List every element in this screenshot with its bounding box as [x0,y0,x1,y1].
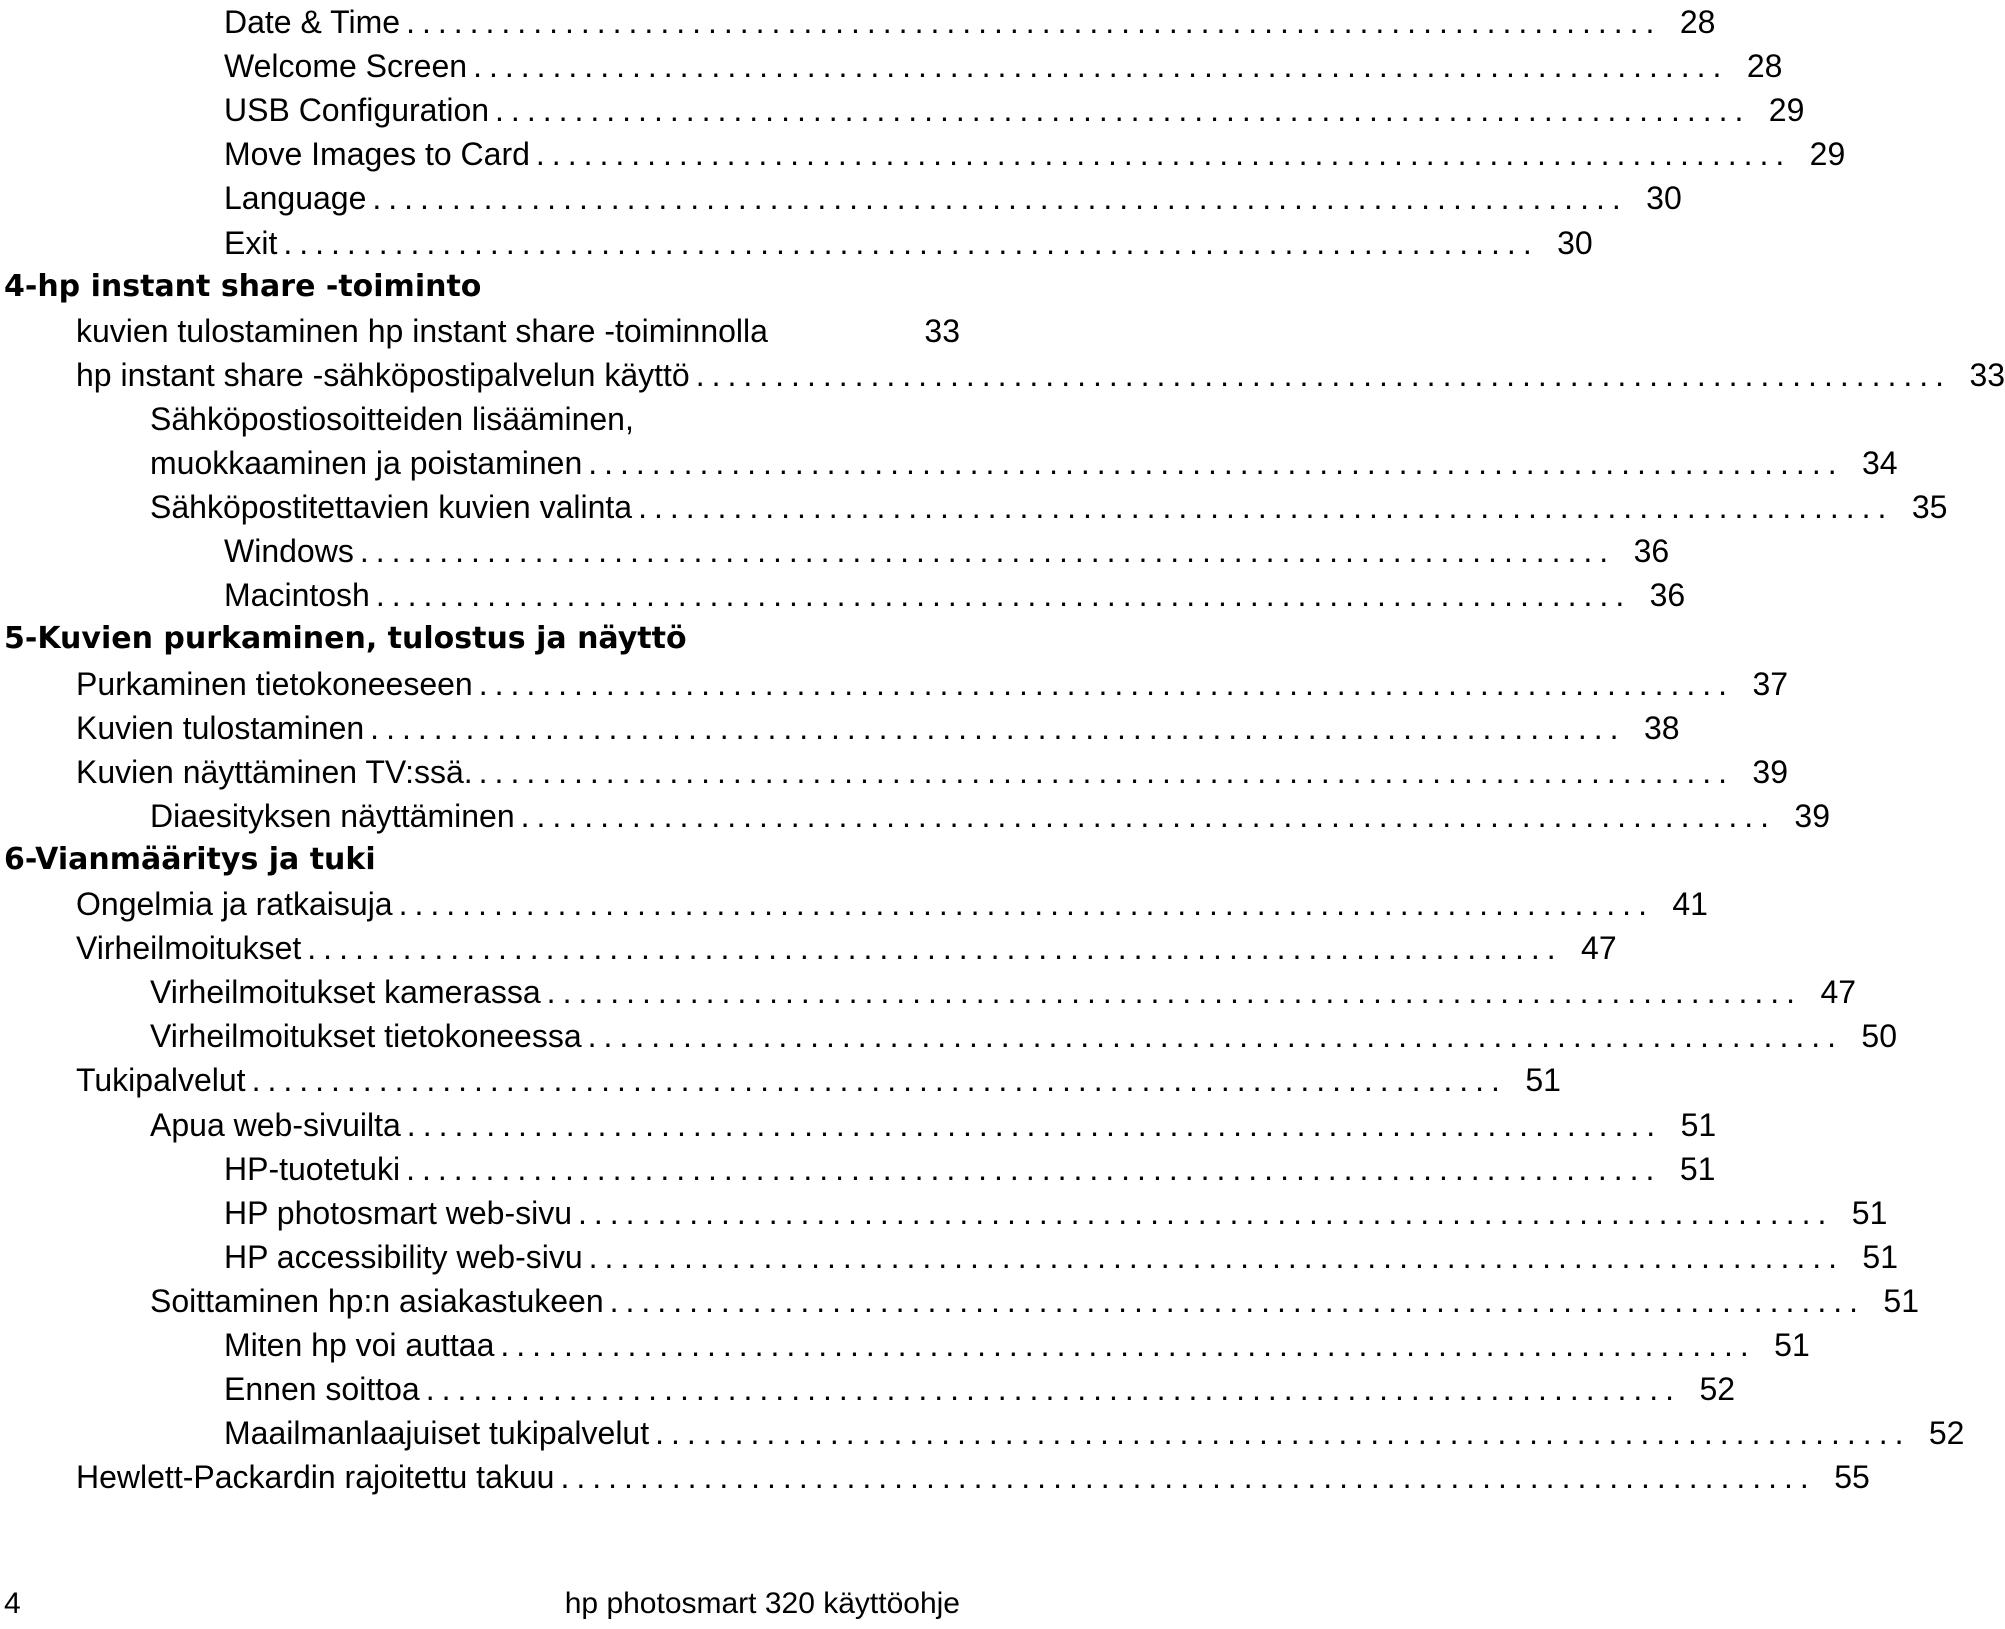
dot-leader: ............................................................................... [406,1106,1663,1143]
toc-entry-label: Kuvien näyttäminen TV:ssä. [76,753,473,790]
toc-page-number: 50 [1861,1018,1897,1055]
toc-page-number: 51 [1862,1238,1898,1275]
toc-page-number: 28 [1746,48,1783,85]
dot-leader: ............................................................................... [495,92,1751,129]
toc-entry-sahkopostiosoitteiden-lisaaminen[interactable] [0,397,960,441]
toc-page-number: 52 [1699,1371,1736,1408]
dot-leader: ............................................................................... [587,1018,1843,1055]
toc-entry-apua-web-sivuilta[interactable] [0,1103,1717,1147]
dot-leader: ............................................................................... [578,1194,1834,1231]
toc-page-number: 33 [924,312,960,349]
toc-entry-label: USB Configuration [224,92,490,129]
dot-leader: ............................................................................... [425,1371,1682,1408]
dot-leader: ............................................................................... [372,180,1628,217]
dot-leader: ............................................................................... [609,1282,1865,1319]
toc-entry-label: Tukipalvelut [76,1062,246,1099]
dot-leader: ............................................................................... [638,489,1894,526]
toc-page-number: 30 [1557,224,1593,261]
section-heading: 5-Kuvien purkaminen, tulostus ja näyttö [4,621,687,657]
toc-page-number: 29 [1809,136,1846,173]
toc-entry-virheilmoitukset-kamerassa[interactable] [0,970,1857,1014]
toc-page-number: 47 [1820,974,1857,1011]
toc-entry-label: hp instant share -sähköpostipalvelun käyttö [76,356,690,393]
toc-entry-language[interactable] [0,176,1682,220]
toc-entry-hp-accessibility-web-sivu[interactable] [0,1235,1898,1279]
toc-entry-label: Virheilmoitukset tietokoneessa [150,1018,582,1055]
dot-leader: ............................................................................... [398,886,1654,922]
toc-entry-label: Ongelmia ja ratkaisuja [76,886,393,922]
toc-page-number: 39 [1794,797,1830,834]
toc-page-number: 29 [1768,92,1805,129]
toc-entry-hewlett-packardin-rajoitettu-takuu[interactable] [0,1455,1870,1499]
toc-entry-label: Ennen soittoa [224,1371,420,1408]
toc-page-number: 47 [1581,930,1617,967]
toc-page-number: 34 [1862,445,1898,481]
toc-entry-label: Hewlett-Packardin rajoitettu takuu [76,1459,555,1496]
toc-entry-purkaminen-tietokoneeseen[interactable] [0,662,1789,706]
toc-entry-label: Miten hp voi auttaa [224,1327,495,1363]
toc-entry-label: Diaesityksen näyttäminen [150,797,515,834]
toc-entry-label: Maailmanlaajuiset tukipalvelut [224,1415,650,1452]
toc-entry-label: Language [224,180,367,217]
toc-entry-label: Sähköpostitettavien kuvien valinta [150,489,633,526]
toc-entry-virheilmoitukset-tietokoneessa[interactable] [0,1014,1897,1058]
toc-entry-label: Soittaminen hp:n asiakastukeen [150,1282,604,1319]
dot-leader: ............................................................................... [588,1238,1844,1275]
dot-leader: ............................................................................... [307,930,1563,967]
toc-entry-usb-configuration[interactable] [0,88,1805,132]
toc-entry-label: HP-tuotetuki [224,1150,401,1187]
toc-page-number: 52 [1928,1415,1965,1452]
toc-page-number: 51 [1525,1062,1561,1099]
section-heading: 6-Vianmääritys ja tuki [4,841,376,877]
toc-page-number: 51 [1851,1194,1888,1231]
toc-entry-label: Virheilmoitukset [76,930,302,967]
page-number: 4 [4,1587,21,1620]
section-heading: 4-hp instant share -toiminto [4,268,482,304]
document-title: hp photosmart 320 käyttöohje [564,1587,960,1620]
dot-leader: ............................................................................... [560,1459,1816,1496]
toc-entry-kuvien-nayttaminen-tv-ssa[interactable] [0,750,1789,794]
toc-page-number: 41 [1672,886,1708,922]
toc-page-number: 38 [1643,709,1680,746]
dot-leader: ............................................................................... [375,577,1632,614]
toc-entry-label: kuvien tulostaminen hp instant share -toiminnolla [76,312,768,349]
toc-page-number: 33 [1969,356,2005,393]
toc-entry-date-time[interactable] [0,0,1716,44]
toc-entry-kuvien-tulostaminen-hp-instant-share-toiminnolla[interactable] [0,309,960,353]
toc-entry-sahkopostitettavien-kuvien-valinta[interactable] [0,485,1948,529]
dot-leader: ............................................................................... [588,445,1844,481]
dot-leader: ............................................................................... [535,136,1792,173]
toc-entry-hp-tuotetuki[interactable] [0,1147,1716,1191]
dot-leader: ............................................................................... [406,1150,1662,1187]
toc-entry-hp-instant-share-sahkopostipalvelun-kaytto[interactable] [0,353,2005,397]
toc-entry-label: HP accessibility web-sivu [224,1238,583,1275]
toc-page-number: 37 [1752,665,1789,702]
toc-entry-label: Exit [224,224,278,261]
toc-entry-label: Kuvien tulostaminen [76,709,365,746]
toc-entry-soittaminen-hp-n-asiakastukeen[interactable] [0,1279,1919,1323]
toc-entry-exit[interactable] [0,221,1593,265]
toc-entry-label: HP photosmart web-sivu [224,1194,572,1231]
toc-entry-macintosh[interactable] [0,573,1686,617]
toc-entry-ongelmia-ja-ratkaisuja[interactable] [0,882,1708,926]
dot-leader: ............................................................................... [695,356,1952,393]
toc-entry-move-images-to-card[interactable] [0,132,1846,176]
toc-entry-label: Sähköpostiosoitteiden lisääminen, [150,400,634,437]
toc-page-number: 55 [1834,1459,1870,1496]
toc-entry-label: muokkaaminen ja poistaminen [150,445,583,481]
toc-entry-muokkaaminen-ja-poistaminen[interactable] [0,441,1898,485]
toc-entry-kuvien-tulostaminen[interactable] [0,706,1680,750]
dot-leader: ............................................................................... [500,1327,1756,1363]
toc-entry-label: Virheilmoitukset kamerassa [150,974,541,1011]
toc-page-number: 51 [1883,1282,1919,1319]
toc-page-number: 36 [1649,577,1686,614]
toc-page-number: 51 [1680,1106,1717,1143]
toc-entry-maailmanlaajuiset-tukipalvelut[interactable] [0,1411,1965,1455]
toc-entry-windows[interactable] [0,529,1670,573]
toc-entry-ennen-soittoa[interactable] [0,1367,1736,1411]
dot-leader: ............................................................................... [655,1415,1911,1452]
toc-page-number: 36 [1633,533,1670,570]
toc-page-number: 51 [1774,1327,1810,1363]
toc-page-number: 51 [1679,1150,1716,1187]
toc-page-number: 28 [1679,4,1716,40]
toc-page-number: 39 [1752,753,1789,790]
page-footer [0,1584,960,1624]
dot-leader: ............................................................................... [406,4,1662,40]
dot-leader: ............................................................................... [473,48,1729,85]
dot-leader: ............................................................................... [251,1062,1507,1099]
toc-entry-label: Macintosh [224,577,370,614]
toc-entry-label: Purkaminen tietokoneeseen [76,665,473,702]
dot-leader: ............................................................................... [478,665,1735,702]
toc-entry-hp-photosmart-web-sivu[interactable] [0,1191,1888,1235]
toc-entry-miten-hp-voi-auttaa[interactable] [0,1323,1810,1367]
dot-leader: ............................................................................... [546,974,1803,1011]
toc-page-number: 35 [1911,489,1948,526]
dot-leader: ............................................................................... [478,753,1735,790]
dot-leader: ............................................................................... [520,797,1776,834]
toc-entry-label: Windows [224,533,354,570]
dot-leader: ............................................................................... [283,224,1539,261]
toc-entry-label: Welcome Screen [224,48,468,85]
toc-entry-welcome-screen[interactable] [0,44,1783,88]
toc-entry-label: Date & Time [224,4,401,40]
toc-entry-tukipalvelut[interactable] [0,1058,1561,1102]
dot-leader: ............................................................................... [370,709,1626,746]
toc-page-number: 30 [1646,180,1682,217]
toc-entry-virheilmoitukset[interactable] [0,926,1617,970]
toc-entry-diaesityksen-nayttaminen[interactable] [0,794,1830,838]
dot-leader: ............................................................................... [359,533,1616,570]
toc-entry-label: Apua web-sivuilta [150,1106,401,1143]
toc-entry-label: Move Images to Card [224,136,530,173]
